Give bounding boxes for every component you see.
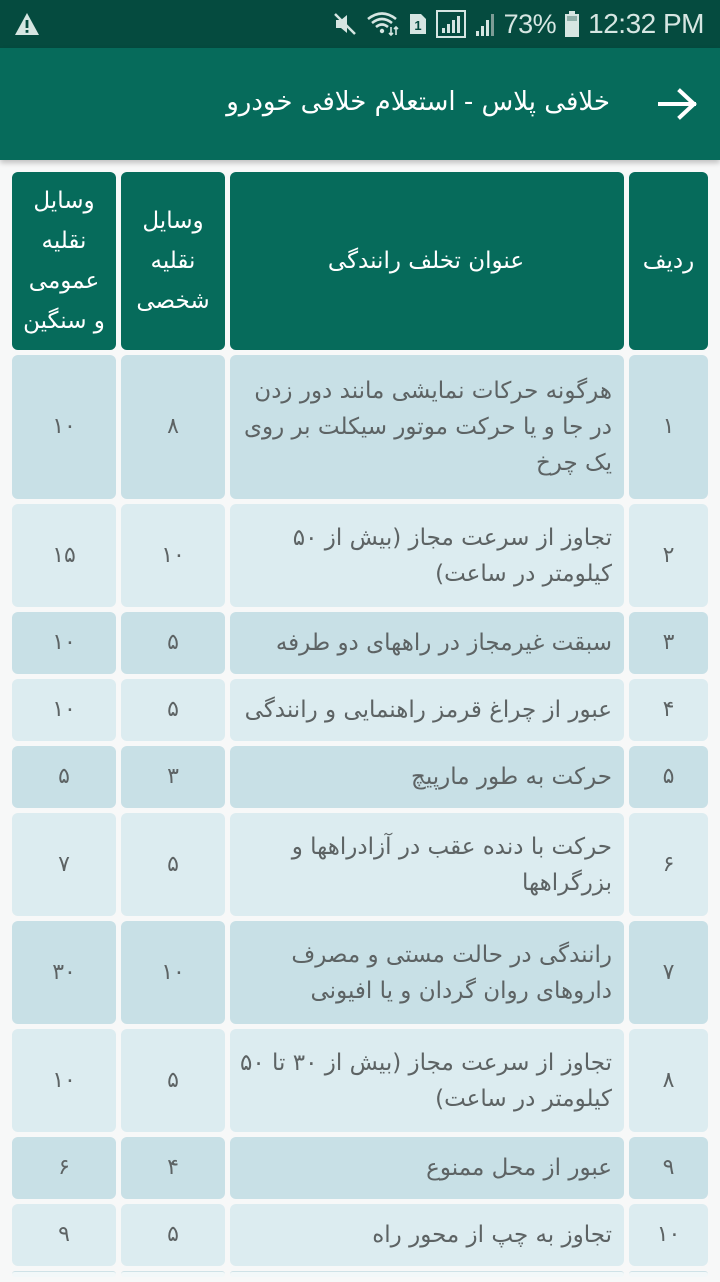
violation-title: عبور از چراغ قرمز راهنمایی و رانندگی — [230, 679, 624, 741]
wifi-icon — [366, 10, 400, 38]
personal-points: ۵ — [121, 1029, 225, 1132]
row-number: ۵ — [629, 746, 708, 808]
row-number: ۲ — [629, 504, 708, 607]
row-cell-partial — [121, 1271, 225, 1277]
row-number: ۶ — [629, 813, 708, 916]
sim-1-icon — [408, 12, 428, 36]
personal-points: ۱۰ — [121, 504, 225, 607]
table-row[interactable] — [12, 746, 708, 808]
personal-points: ۳ — [121, 746, 225, 808]
public-heavy-points: ۱۰ — [12, 679, 116, 741]
app-toolbar — [0, 48, 720, 160]
row-number: ۸ — [629, 1029, 708, 1132]
table-row[interactable] — [12, 355, 708, 499]
public-heavy-points: ۱۰ — [12, 1029, 116, 1132]
row-number: ۳ — [629, 612, 708, 674]
mute-icon — [332, 11, 358, 37]
personal-points: ۱۰ — [121, 921, 225, 1024]
clock: 12:32 PM — [588, 8, 704, 39]
row-cell-partial — [629, 1271, 708, 1277]
row-number: ۴ — [629, 679, 708, 741]
table-row[interactable] — [12, 1137, 708, 1199]
personal-points: ۵ — [121, 679, 225, 741]
header-personal: وسایل نقلیه شخصی — [121, 172, 225, 350]
violation-title: تجاوز از سرعت مجاز (بیش از ۵۰ کیلومتر در ساعت) — [230, 504, 624, 607]
public-heavy-points: ۶ — [12, 1137, 116, 1199]
table-row[interactable] — [12, 679, 708, 741]
personal-points: ۸ — [121, 355, 225, 499]
svg-text:1: 1 — [413, 18, 422, 33]
violation-title: تجاوز به چپ از محور راه — [230, 1204, 624, 1266]
table-row[interactable] — [12, 1029, 708, 1132]
header-row-no: ردیف — [629, 172, 708, 350]
violation-title: هرگونه حرکات نمایشی مانند دور زدن در جا و یا حرکت موتور سیکلت بر روی یک چرخ — [230, 355, 624, 499]
violation-title: رانندگی در حالت مستی و مصرف داروهای روان گردان و یا افیونی — [230, 921, 624, 1024]
header-title: عنوان تخلف رانندگی — [230, 172, 624, 350]
public-heavy-points: ۳۰ — [12, 921, 116, 1024]
violation-title: سبقت غیرمجاز در راههای دو طرفه — [230, 612, 624, 674]
table-row[interactable] — [12, 1204, 708, 1266]
table-row[interactable] — [12, 921, 708, 1024]
header-public-heavy: وسایل نقلیه عمومی و سنگین — [12, 172, 116, 350]
violations-table — [12, 172, 708, 1282]
battery-icon — [564, 10, 580, 38]
personal-points: ۵ — [121, 612, 225, 674]
table-row[interactable] — [12, 612, 708, 674]
row-cell-partial — [12, 1271, 116, 1277]
row-number: ۱ — [629, 355, 708, 499]
table-header — [12, 172, 708, 350]
public-heavy-points: ۱۰ — [12, 355, 116, 499]
personal-points: ۵ — [121, 1204, 225, 1266]
status-bar — [0, 0, 720, 48]
violation-title: تجاوز از سرعت مجاز (بیش از ۳۰ تا ۵۰ کیلومتر در ساعت) — [230, 1029, 624, 1132]
personal-points: ۴ — [121, 1137, 225, 1199]
public-heavy-points: ۱۰ — [12, 612, 116, 674]
personal-points: ۵ — [121, 813, 225, 916]
row-number: ۱۰ — [629, 1204, 708, 1266]
table-row[interactable] — [12, 504, 708, 607]
table-row-partial — [12, 1271, 708, 1277]
table-row[interactable] — [12, 813, 708, 916]
public-heavy-points: ۵ — [12, 746, 116, 808]
signal-icon — [436, 10, 466, 38]
violation-title: حرکت به طور مارپیچ — [230, 746, 624, 808]
warning-triangle-icon — [14, 12, 40, 36]
violation-title: حرکت با دنده عقب در آزادراهها و بزرگراهها — [230, 813, 624, 916]
arrow-right-icon[interactable] — [656, 86, 700, 122]
signal-icon-2 — [474, 11, 496, 37]
battery-percent: 73% — [503, 8, 557, 39]
row-cell-partial — [230, 1271, 624, 1277]
row-number: ۹ — [629, 1137, 708, 1199]
public-heavy-points: ۷ — [12, 813, 116, 916]
row-number: ۷ — [629, 921, 708, 1024]
violation-title: عبور از محل ممنوع — [230, 1137, 624, 1199]
public-heavy-points: ۹ — [12, 1204, 116, 1266]
page-title: خلافی پلاس - استعلام خلافی خودرو — [226, 87, 610, 117]
public-heavy-points: ۱۵ — [12, 504, 116, 607]
